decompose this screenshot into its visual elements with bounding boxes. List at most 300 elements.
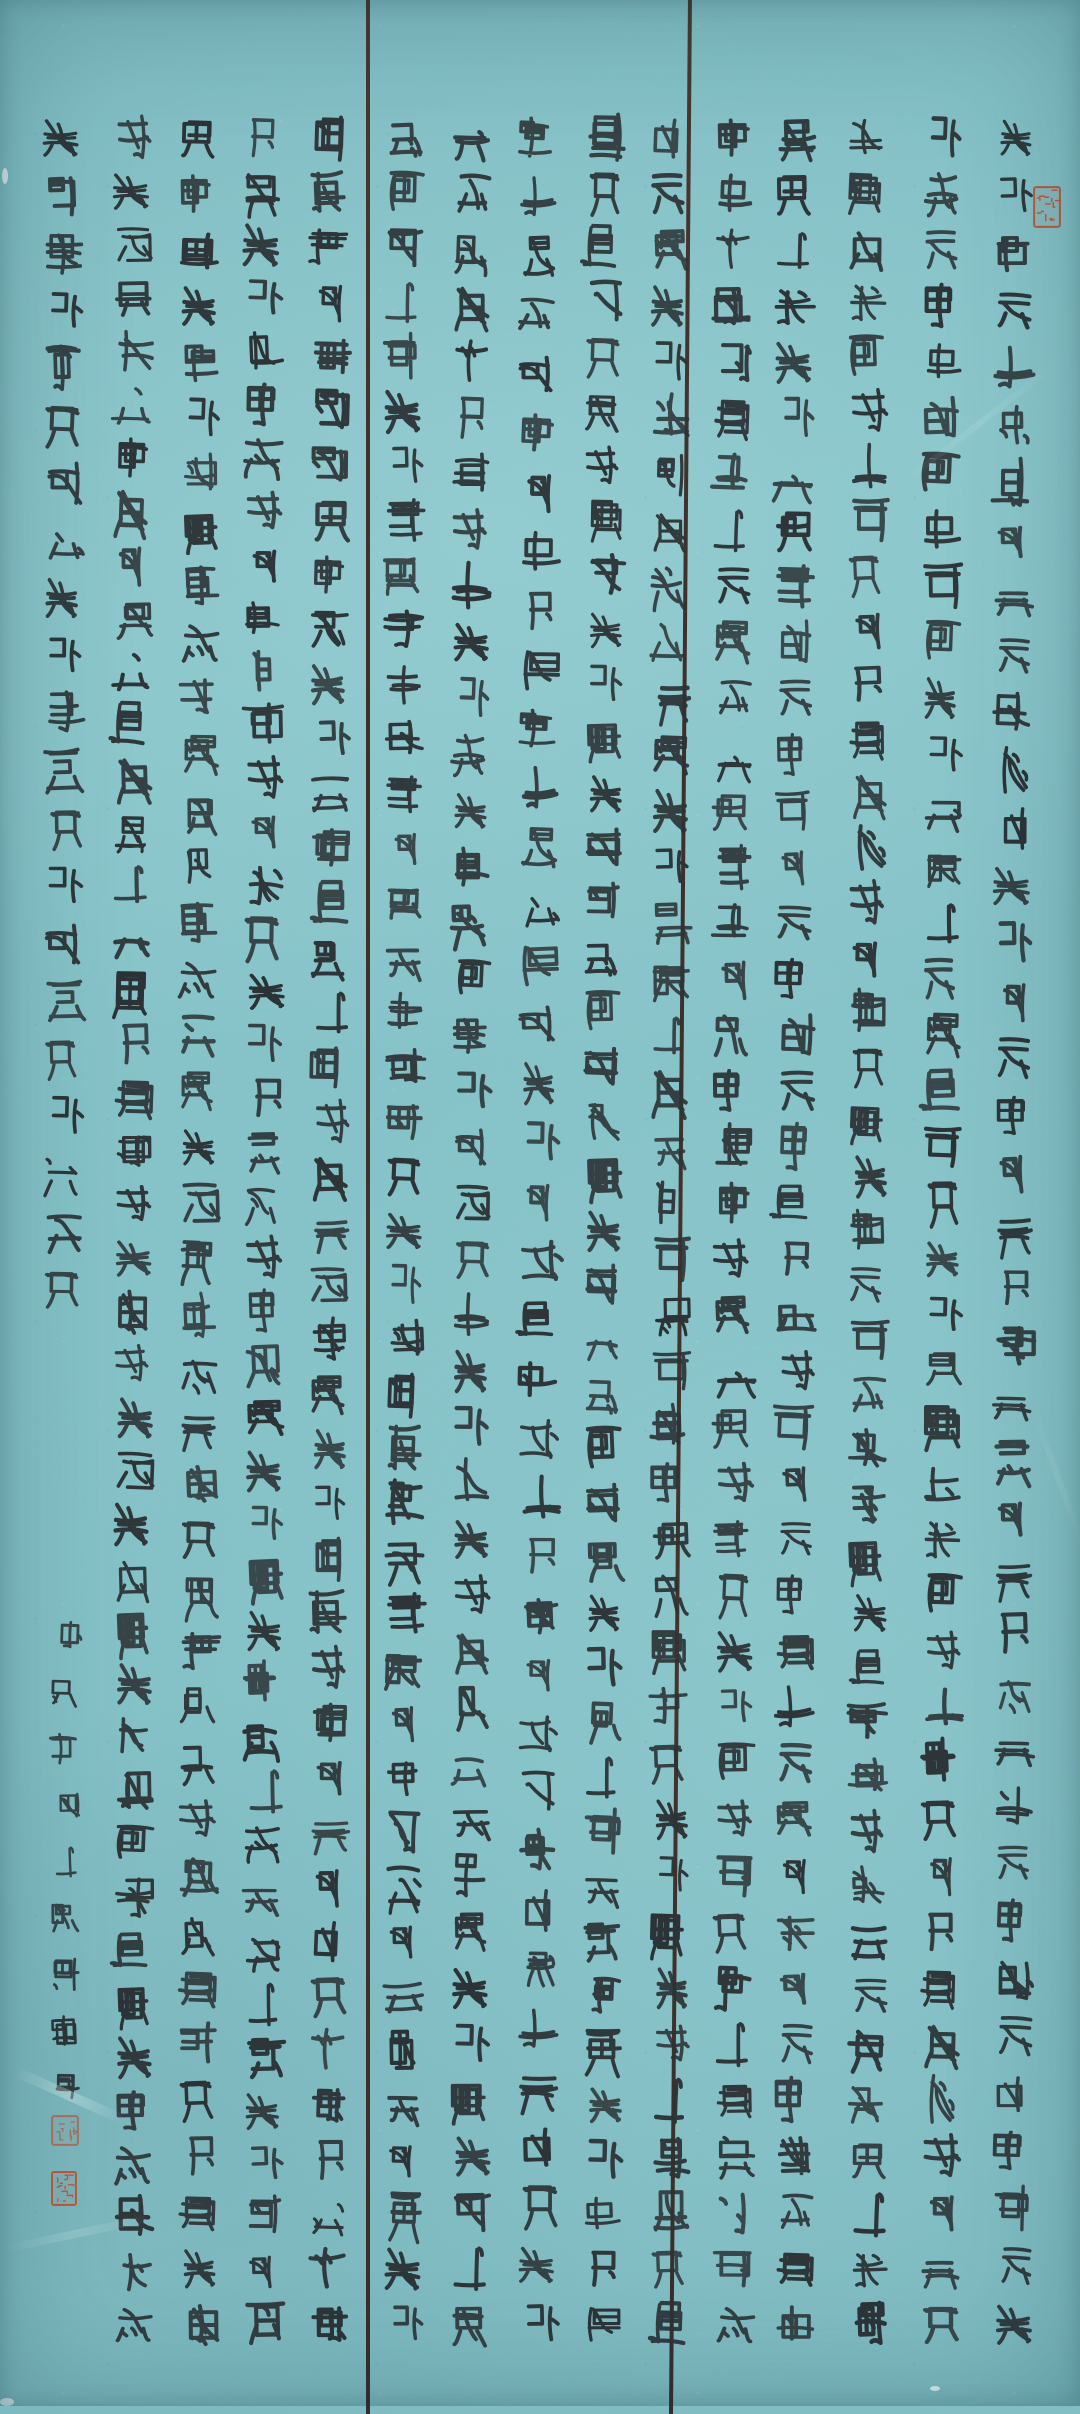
seal-script-glyph bbox=[40, 456, 89, 508]
seal-script-glyph bbox=[175, 617, 224, 665]
seal-script-glyph bbox=[773, 2017, 820, 2068]
seal-script-glyph bbox=[383, 659, 427, 709]
seal-script-glyph bbox=[991, 1896, 1035, 1944]
seal-script-glyph bbox=[646, 1568, 694, 1620]
seal-script-glyph bbox=[177, 1124, 221, 1167]
seal-script-glyph bbox=[514, 1711, 560, 1754]
seal-script-glyph bbox=[40, 1034, 83, 1081]
seal-script-glyph bbox=[646, 1626, 693, 1674]
seal-script-glyph bbox=[918, 1684, 969, 1728]
seal-script-glyph bbox=[842, 1262, 888, 1307]
seal-script-glyph bbox=[110, 1553, 155, 1600]
seal-script-glyph bbox=[919, 559, 967, 611]
seal-script-glyph bbox=[308, 552, 351, 596]
seal-script-glyph bbox=[305, 1370, 349, 1417]
seal-script-glyph bbox=[988, 1381, 1035, 1424]
seal-script-glyph bbox=[37, 918, 86, 967]
seal-script-glyph bbox=[920, 1514, 964, 1561]
seal-script-glyph bbox=[111, 595, 160, 639]
seal-script-glyph bbox=[241, 2297, 290, 2349]
seal-script-glyph bbox=[845, 438, 891, 491]
seal-script-glyph bbox=[106, 168, 156, 213]
seal-script-glyph bbox=[514, 938, 563, 990]
seal-script-glyph bbox=[989, 2182, 1036, 2233]
seal-script-glyph bbox=[239, 112, 284, 162]
seal-script-glyph bbox=[305, 1587, 354, 1638]
seal-script-glyph bbox=[449, 1344, 492, 1395]
text-column-10 bbox=[378, 114, 430, 2346]
seal-script-glyph bbox=[512, 2242, 560, 2286]
seal-script-glyph bbox=[989, 1841, 1035, 1884]
seal-script-glyph bbox=[710, 1121, 756, 1170]
seal-script-glyph bbox=[646, 1012, 690, 1055]
seal-script-glyph bbox=[382, 167, 429, 217]
seal-script-glyph bbox=[775, 1346, 819, 1394]
seal-script-glyph bbox=[919, 1292, 967, 1336]
seal-script-glyph bbox=[238, 1819, 284, 1866]
seal-script-glyph bbox=[519, 1944, 561, 1992]
seal-script-glyph bbox=[921, 111, 966, 164]
seal-script-glyph bbox=[112, 276, 157, 319]
seal-script-glyph bbox=[990, 1322, 1040, 1368]
seal-script-glyph bbox=[242, 1127, 285, 1172]
seal-script-glyph bbox=[706, 504, 755, 555]
seal-script-glyph bbox=[774, 617, 816, 666]
seal-script-glyph bbox=[650, 2021, 694, 2064]
seal-script-glyph bbox=[710, 1625, 759, 1676]
seal-script-glyph bbox=[109, 1018, 159, 1070]
seal-script-glyph bbox=[578, 1916, 625, 1964]
paper-blemish bbox=[2, 168, 8, 184]
seal-script-glyph bbox=[581, 1313, 625, 1366]
text-column-1 bbox=[988, 114, 1040, 2346]
text-column-9 bbox=[445, 114, 497, 2346]
seal-script-glyph bbox=[381, 1367, 426, 1420]
seal-script-glyph bbox=[515, 410, 562, 454]
seal-script-glyph bbox=[988, 916, 1036, 969]
seal-script-glyph bbox=[180, 1569, 223, 1619]
seal-script-glyph bbox=[177, 1626, 226, 1674]
seal-script-glyph bbox=[381, 1477, 428, 1529]
seal-script-glyph bbox=[645, 1399, 689, 1452]
seal-script-glyph bbox=[380, 716, 429, 760]
seal-script-glyph bbox=[310, 1094, 353, 1146]
seal-script-glyph bbox=[582, 1205, 627, 1254]
seal-script-glyph bbox=[237, 274, 288, 319]
seal-script-glyph bbox=[581, 552, 632, 597]
seal-script-glyph bbox=[647, 2296, 694, 2350]
seal-script-glyph bbox=[841, 661, 892, 706]
seal-script-glyph bbox=[517, 2299, 564, 2347]
seal-script-glyph bbox=[382, 989, 427, 1034]
seal-script-glyph bbox=[711, 1345, 760, 1395]
seal-script-glyph bbox=[580, 442, 622, 487]
seal-script-glyph bbox=[581, 110, 629, 163]
seal-script-glyph bbox=[517, 229, 562, 281]
seal-script-glyph bbox=[650, 1121, 692, 1171]
seal-script-glyph bbox=[847, 1371, 892, 1417]
seal-script-glyph bbox=[916, 951, 961, 1005]
seal-script-glyph bbox=[383, 1317, 430, 1361]
seal-script-glyph bbox=[108, 696, 154, 751]
seal-script-glyph bbox=[846, 278, 890, 325]
seal-script-glyph bbox=[449, 336, 493, 385]
seal-script-glyph bbox=[112, 325, 158, 376]
seal-script-glyph bbox=[843, 2023, 893, 2077]
seal-script-glyph bbox=[769, 228, 818, 271]
seal-script-glyph bbox=[307, 2081, 352, 2127]
seal-script-glyph bbox=[448, 1681, 493, 1732]
seal-script-glyph bbox=[644, 113, 691, 161]
seal-script-glyph bbox=[43, 977, 90, 1023]
seal-script-glyph bbox=[771, 730, 816, 777]
seal-script-glyph bbox=[714, 675, 756, 719]
seal-script-glyph bbox=[583, 1696, 628, 1747]
seal-script-glyph bbox=[379, 1094, 427, 1146]
seal-script-glyph bbox=[516, 1884, 563, 1934]
seal-script-glyph bbox=[707, 786, 753, 833]
seal-script-glyph bbox=[992, 1664, 1035, 1716]
seal-script-glyph bbox=[714, 2077, 757, 2121]
seal-script-glyph bbox=[579, 1422, 627, 1475]
seal-script-glyph bbox=[579, 1805, 629, 1857]
seal-script-glyph bbox=[772, 842, 817, 890]
seal-script-glyph bbox=[707, 2185, 754, 2237]
seal-script-glyph bbox=[381, 1258, 425, 1310]
seal-script-glyph bbox=[920, 166, 965, 220]
seal-script-glyph bbox=[39, 1151, 84, 1195]
seal-script-glyph bbox=[242, 2192, 285, 2239]
seal-script-glyph bbox=[45, 804, 89, 850]
seal-script-glyph bbox=[446, 1067, 496, 1114]
seal-script-glyph bbox=[384, 1422, 428, 1476]
seal-script-glyph bbox=[175, 1683, 220, 1730]
seal-script-glyph bbox=[514, 1767, 559, 1815]
seal-script-glyph bbox=[53, 1788, 85, 1821]
text-column-8 bbox=[512, 114, 564, 2346]
seal-script-glyph bbox=[240, 1181, 283, 1225]
seal-script-glyph bbox=[992, 1266, 1038, 1309]
seal-script-glyph bbox=[921, 1348, 967, 1391]
seal-script-glyph bbox=[515, 1235, 566, 1284]
seal-script-glyph bbox=[644, 1461, 692, 1504]
seal-script-glyph bbox=[648, 1348, 694, 1392]
seal-script-glyph bbox=[707, 1401, 754, 1451]
seal-script-glyph bbox=[305, 659, 351, 709]
seal-script-glyph bbox=[512, 705, 563, 750]
seal-script-glyph bbox=[846, 1973, 894, 2016]
intro-seal bbox=[1033, 186, 1061, 228]
seal-script-glyph bbox=[772, 1236, 818, 1279]
seal-script-glyph bbox=[517, 171, 560, 220]
seal-script-glyph bbox=[711, 115, 757, 158]
seal-script-glyph bbox=[922, 1175, 964, 1229]
seal-script-glyph bbox=[774, 1628, 819, 1673]
seal-script-glyph bbox=[989, 286, 1040, 332]
seal-script-glyph bbox=[708, 2017, 756, 2069]
seal-script-glyph bbox=[770, 169, 816, 218]
seal-script-glyph bbox=[449, 1013, 491, 1055]
seal-script-glyph bbox=[449, 2131, 496, 2179]
seal-script-glyph bbox=[237, 1876, 286, 1918]
seal-script-glyph bbox=[449, 1236, 497, 1280]
seal-script-glyph bbox=[712, 1567, 756, 1621]
seal-script-glyph bbox=[241, 1978, 285, 2028]
seal-script-glyph bbox=[915, 1795, 964, 1841]
seal-script-glyph bbox=[111, 1182, 156, 1224]
seal-script-glyph bbox=[774, 1119, 821, 1173]
seal-script-glyph bbox=[845, 1863, 888, 1908]
seal-script-glyph bbox=[381, 1533, 428, 1582]
text-column-6 bbox=[644, 114, 696, 2346]
seal-script-glyph bbox=[843, 115, 889, 159]
seal-script-glyph bbox=[846, 2187, 896, 2240]
seal-script-glyph bbox=[989, 1550, 1036, 1600]
seal-script-glyph bbox=[109, 1341, 154, 1386]
seal-script-glyph bbox=[384, 2187, 428, 2241]
seal-script-glyph bbox=[173, 2020, 221, 2065]
seal-script-glyph bbox=[578, 2191, 625, 2235]
seal-script-glyph bbox=[447, 728, 492, 779]
seal-script-glyph bbox=[842, 330, 889, 382]
seal-script-glyph bbox=[918, 1401, 966, 1451]
seal-script-glyph bbox=[769, 900, 820, 943]
seal-script-glyph bbox=[176, 282, 222, 329]
seal-script-glyph bbox=[771, 787, 814, 833]
seal-script-glyph bbox=[448, 559, 496, 611]
seal-script-glyph bbox=[174, 899, 221, 945]
seal-script-glyph bbox=[178, 507, 225, 552]
seal-script-glyph bbox=[846, 713, 888, 764]
text-column-12 bbox=[238, 114, 290, 2346]
seal-script-glyph bbox=[919, 731, 967, 777]
seal-script-glyph bbox=[769, 1965, 820, 2008]
seal-script-glyph bbox=[645, 280, 690, 330]
seal-script-glyph bbox=[46, 1674, 83, 1709]
seal-script-glyph bbox=[175, 1287, 220, 1340]
seal-script-glyph bbox=[110, 1235, 158, 1279]
seal-script-glyph bbox=[650, 1233, 694, 1284]
seal-script-glyph bbox=[576, 1641, 627, 1693]
seal-script-glyph bbox=[112, 222, 156, 266]
seal-script-glyph bbox=[990, 231, 1036, 274]
seal-script-glyph bbox=[179, 563, 222, 607]
seal-script-glyph bbox=[41, 228, 88, 277]
seal-script-glyph bbox=[36, 114, 85, 159]
seal-script-glyph bbox=[846, 2295, 896, 2349]
seal-script-glyph bbox=[308, 1208, 353, 1251]
seal-script-glyph bbox=[992, 744, 1037, 795]
seal-script-glyph bbox=[445, 2076, 493, 2122]
seal-script-glyph bbox=[917, 2302, 966, 2343]
seal-script-glyph bbox=[380, 1805, 426, 1856]
seal-script-glyph bbox=[306, 1753, 356, 1799]
seal-script-glyph bbox=[175, 114, 221, 159]
seal-script-glyph bbox=[844, 1755, 893, 1798]
seal-script-glyph bbox=[240, 859, 290, 908]
seal-script-glyph bbox=[443, 896, 493, 948]
seal-script-glyph bbox=[306, 1263, 352, 1307]
seal-script-glyph bbox=[847, 822, 895, 872]
seal-script-glyph bbox=[446, 2241, 496, 2293]
seal-script-glyph bbox=[305, 1916, 349, 1965]
seal-script-glyph bbox=[241, 1605, 288, 1654]
seal-script-glyph bbox=[515, 2003, 562, 2051]
seal-script-glyph bbox=[849, 1149, 893, 1202]
seal-script-glyph bbox=[708, 900, 755, 943]
signature-column bbox=[46, 1618, 86, 2104]
seal-script-glyph bbox=[41, 1208, 86, 1252]
seal-script-glyph bbox=[241, 751, 288, 802]
seal-script-glyph bbox=[238, 910, 287, 964]
seal-script-glyph bbox=[987, 2071, 1036, 2113]
seal-script-glyph bbox=[450, 672, 494, 724]
seal-script-glyph bbox=[775, 392, 818, 443]
seal-script-glyph bbox=[178, 841, 225, 890]
seal-script-glyph bbox=[649, 391, 695, 443]
seal-script-glyph bbox=[769, 1679, 819, 1733]
seal-script-glyph bbox=[584, 607, 628, 650]
seal-script-glyph bbox=[920, 1570, 967, 1619]
seal-script-glyph bbox=[110, 2088, 159, 2132]
seal-script-glyph bbox=[39, 633, 84, 677]
seal-script-glyph bbox=[449, 452, 492, 495]
seal-script-glyph bbox=[769, 1181, 815, 1223]
seal-script-glyph bbox=[842, 1532, 889, 1584]
seal-script-glyph bbox=[518, 586, 561, 633]
seal-script-glyph bbox=[446, 1848, 491, 1902]
seal-script-glyph bbox=[304, 1314, 351, 1364]
seal-script-glyph bbox=[381, 932, 428, 982]
seal-script-glyph bbox=[306, 2134, 352, 2184]
seal-script-glyph bbox=[516, 1532, 566, 1577]
seal-script-glyph bbox=[768, 955, 818, 1000]
seal-script-glyph bbox=[648, 447, 691, 499]
seal-script-glyph bbox=[767, 446, 818, 500]
seal-script-glyph bbox=[848, 495, 892, 544]
seal-script-glyph bbox=[581, 1150, 630, 1201]
seal-script-glyph bbox=[774, 1010, 821, 1058]
seal-script-glyph bbox=[707, 449, 755, 497]
seal-script-glyph bbox=[584, 1972, 629, 2017]
artist-seal-lower bbox=[51, 2171, 77, 2206]
seal-script-glyph bbox=[110, 1129, 155, 1171]
text-column-7 bbox=[578, 114, 630, 2346]
seal-script-glyph bbox=[243, 1285, 289, 1334]
seal-script-glyph bbox=[771, 1572, 816, 1616]
seal-script-glyph bbox=[239, 595, 287, 638]
seal-script-glyph bbox=[990, 171, 1037, 218]
seal-script-glyph bbox=[241, 1395, 291, 1438]
seal-script-glyph bbox=[110, 537, 153, 590]
seal-script-glyph bbox=[177, 1852, 225, 1897]
seal-script-glyph bbox=[236, 217, 287, 269]
seal-script-glyph bbox=[310, 1532, 352, 1583]
seal-script-glyph bbox=[381, 1153, 428, 1198]
seal-script-glyph bbox=[448, 1795, 498, 1842]
seal-script-glyph bbox=[240, 2247, 284, 2291]
seal-script-glyph bbox=[849, 2246, 892, 2290]
seal-script-glyph bbox=[650, 1794, 694, 1844]
seal-script-glyph bbox=[380, 1208, 429, 1252]
seal-script-glyph bbox=[651, 1962, 693, 2011]
seal-script-glyph bbox=[647, 952, 693, 1003]
seal-script-glyph bbox=[379, 330, 424, 381]
seal-script-glyph bbox=[709, 2245, 758, 2288]
seal-script-glyph bbox=[989, 2298, 1038, 2347]
seal-script-glyph bbox=[446, 110, 496, 163]
seal-script-glyph bbox=[579, 934, 623, 979]
seal-script-glyph bbox=[449, 281, 494, 329]
seal-script-glyph bbox=[709, 1291, 755, 1337]
seal-script-glyph bbox=[991, 1779, 1039, 1831]
seal-script-glyph bbox=[444, 2300, 494, 2347]
seal-script-glyph bbox=[516, 1824, 562, 1877]
seal-script-glyph bbox=[111, 1071, 159, 1122]
seal-script-glyph bbox=[711, 1685, 756, 1728]
seal-script-glyph bbox=[647, 730, 696, 777]
seal-script-glyph bbox=[243, 646, 287, 694]
seal-script-glyph bbox=[991, 633, 1037, 677]
seal-script-glyph bbox=[108, 1497, 155, 1549]
seal-script-glyph bbox=[646, 615, 690, 668]
text-column-2 bbox=[915, 114, 967, 2346]
seal-script-glyph bbox=[650, 2130, 695, 2180]
seal-script-glyph bbox=[112, 1979, 156, 2027]
seal-script-glyph bbox=[579, 2246, 624, 2291]
seal-script-glyph bbox=[643, 1904, 691, 1957]
seal-script-glyph bbox=[237, 1019, 286, 1068]
panel-divider-left bbox=[366, 0, 370, 2414]
seal-script-glyph bbox=[921, 1848, 964, 1901]
seal-script-glyph bbox=[106, 964, 154, 1016]
seal-script-glyph bbox=[711, 951, 760, 1005]
seal-script-glyph bbox=[992, 1954, 1036, 2002]
seal-script-glyph bbox=[238, 1339, 286, 1388]
seal-script-glyph bbox=[581, 1370, 626, 1417]
seal-script-glyph bbox=[307, 167, 352, 216]
seal-script-glyph bbox=[988, 1494, 1036, 1541]
seal-script-glyph bbox=[773, 1517, 819, 1559]
seal-script-glyph bbox=[990, 1094, 1039, 1136]
seal-script-glyph bbox=[47, 2013, 81, 2048]
seal-script-glyph bbox=[174, 1907, 219, 1953]
seal-script-glyph bbox=[110, 1714, 156, 1759]
seal-script-glyph bbox=[918, 504, 964, 555]
seal-script-glyph bbox=[382, 441, 427, 489]
seal-script-glyph bbox=[176, 1737, 221, 1789]
seal-script-glyph bbox=[449, 840, 495, 891]
seal-script-glyph bbox=[309, 1424, 352, 1472]
seal-script-glyph bbox=[580, 1863, 627, 1909]
seal-script-glyph bbox=[772, 1292, 820, 1335]
seal-script-glyph bbox=[707, 282, 756, 329]
seal-script-glyph bbox=[993, 2241, 1038, 2289]
seal-script-glyph bbox=[308, 770, 354, 815]
paper-blemish bbox=[0, 2398, 14, 2406]
seal-script-glyph bbox=[711, 391, 755, 444]
seal-script-glyph bbox=[516, 1591, 564, 1637]
seal-script-glyph bbox=[516, 525, 565, 577]
seal-script-glyph bbox=[707, 1008, 753, 1059]
seal-script-glyph bbox=[848, 1645, 891, 1688]
seal-script-glyph bbox=[776, 2188, 818, 2234]
seal-script-glyph bbox=[175, 2189, 220, 2233]
seal-script-glyph bbox=[307, 2192, 350, 2235]
seal-script-glyph bbox=[308, 110, 357, 164]
seal-script-glyph bbox=[110, 752, 157, 802]
seal-script-glyph bbox=[769, 336, 818, 387]
